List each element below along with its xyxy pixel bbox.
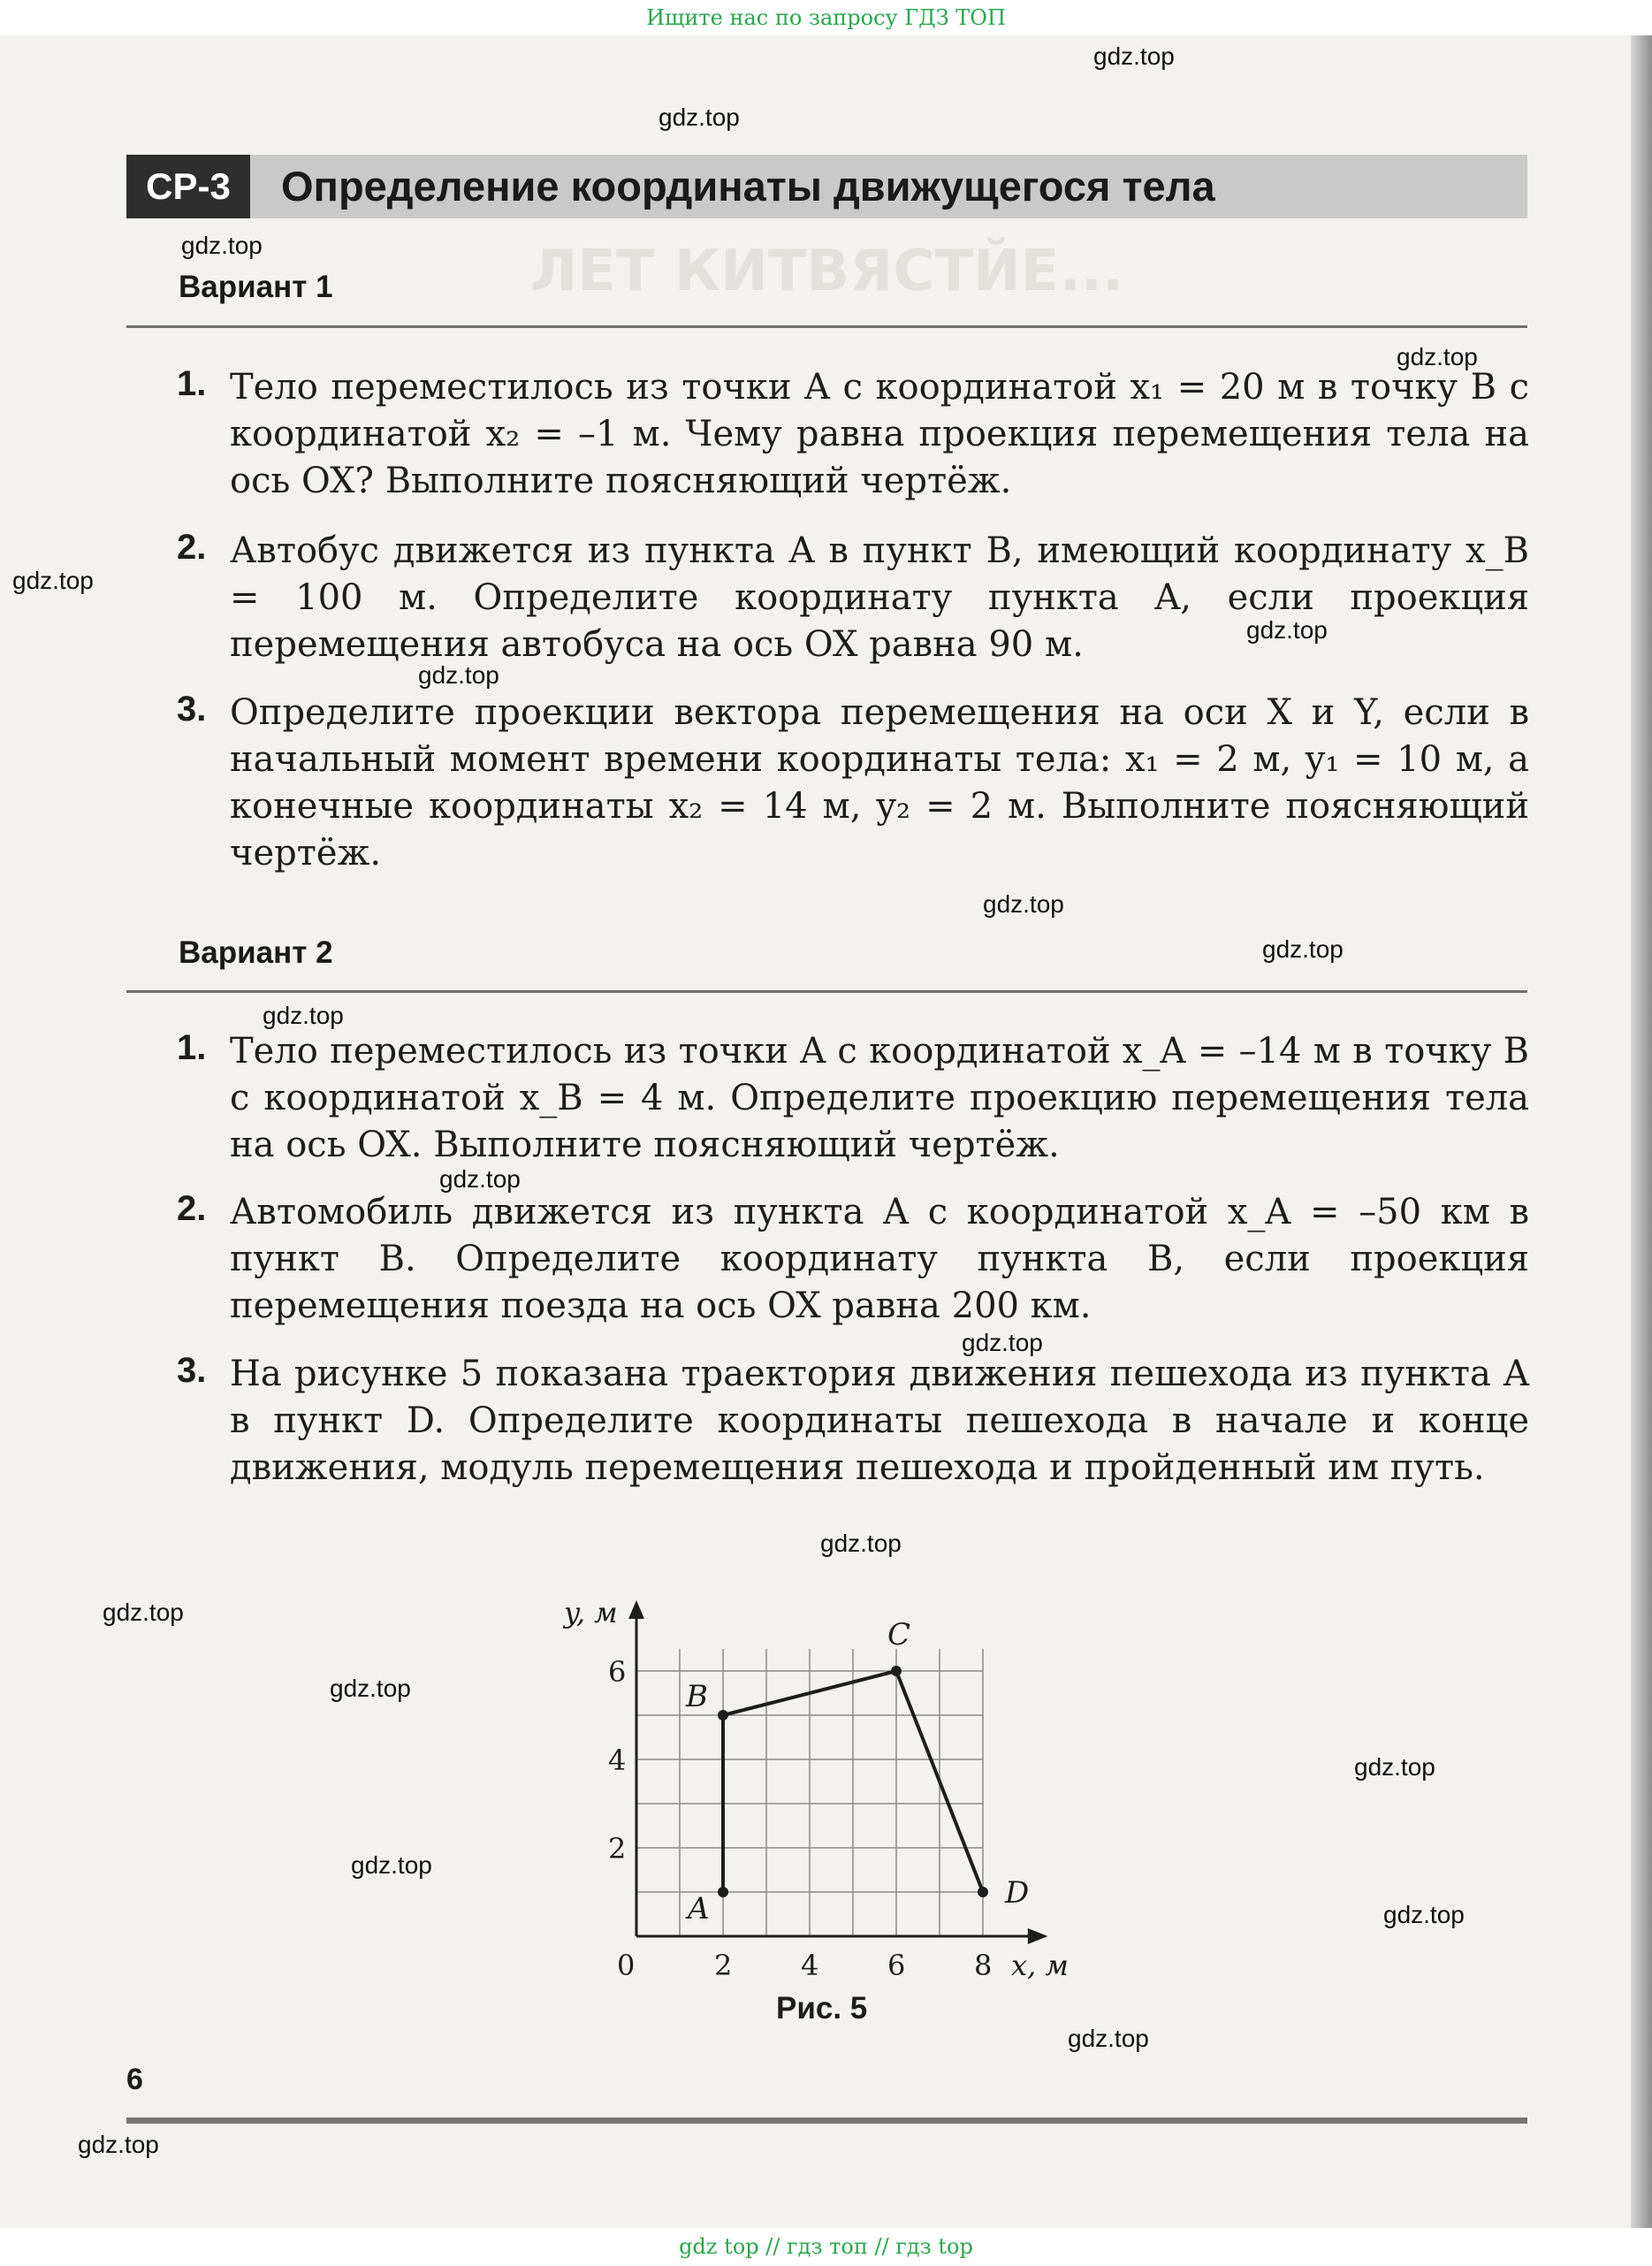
point-C — [891, 1666, 902, 1676]
watermark: gdz.top — [78, 2131, 159, 2158]
point-label-B: B — [686, 1679, 708, 1714]
variant2-title: Вариант 2 — [179, 935, 333, 970]
problem-text: Автомобиль движется из пункта A с координатой x_A = –50 км в пункт B. Определите координату пункта B, если проекция перемещения поезда на ось OX равна 200 км. — [230, 1192, 1529, 1326]
watermark: gdz.top — [1383, 1901, 1465, 1928]
problem-text: Автобус движется из пункта A в пункт B, имеющий координату x_B = 100 м. Определите координату пункта A, если проекция перемещения автобуса на ось OX равна 90 м. — [230, 530, 1529, 665]
x-axis-arrow — [1028, 1928, 1048, 1944]
v2-problem-3 — [177, 1351, 1529, 1492]
watermark: gdz.top — [1354, 1753, 1435, 1781]
problem-text: Тело переместилось из точки A с координатой x_A = –14 м в точку B с координатой x_B = 4 м. Определите проекцию перемещения тела на ось OX. Выполните поясняющий чертёж. — [230, 1031, 1529, 1165]
watermark: gdz.top — [103, 1598, 184, 1626]
variant2-rule — [126, 990, 1527, 993]
point-D — [978, 1887, 988, 1897]
bottom-banner[interactable]: gdz top // гдз топ // гдз top — [0, 2228, 1652, 2266]
watermark: gdz.top — [659, 103, 740, 131]
watermark: gdz.top — [1093, 42, 1175, 70]
watermark: gdz.top — [351, 1851, 432, 1879]
variant1-rule — [126, 325, 1527, 328]
watermark: gdz.top — [263, 1002, 344, 1029]
watermark: gdz.top — [983, 890, 1064, 918]
problem-number: 1. — [177, 1028, 207, 1067]
problem-number: 3. — [177, 690, 207, 729]
point-label-A: A — [688, 1891, 710, 1926]
watermark: gdz.top — [1246, 616, 1328, 644]
top-banner[interactable]: Ищите нас по запросу ГДЗ ТОП — [0, 0, 1652, 35]
problem-text: На рисунке 5 показана траектория движения пешехода из пункта A в пункт D. Определите координаты пешехода в начале и конце движения, модуль перемещения пешехода и пройденный им путь. — [230, 1354, 1529, 1488]
watermark: gdz.top — [1068, 2025, 1149, 2052]
problem-number: 2. — [177, 1189, 207, 1228]
x-tick-label: 6 — [887, 1949, 906, 1982]
watermark: gdz.top — [962, 1329, 1043, 1356]
x-tick-label: 2 — [714, 1949, 733, 1982]
point-A — [718, 1887, 728, 1897]
point-B — [718, 1710, 728, 1720]
watermark: gdz.top — [439, 1165, 521, 1193]
bottom-rule — [126, 2117, 1527, 2124]
x-tick-label: 8 — [974, 1949, 993, 1982]
point-label-D: D — [1005, 1875, 1030, 1911]
y-axis-arrow — [628, 1600, 644, 1619]
x-tick-label: 4 — [801, 1949, 819, 1982]
bleed-through-text: ЛЕТ КИТВЯСТЙЕ... — [530, 239, 1124, 304]
problem-text: Тело переместилось из точки A с координатой x₁ = 20 м в точку B с координатой x₂ = –1 м. Чему равна проекция перемещения тела на ось OX? Выполните поясняющий чертёж. — [230, 367, 1529, 501]
variant1-title: Вариант 1 — [179, 270, 333, 304]
watermark: gdz.top — [181, 232, 263, 259]
watermark: gdz.top — [1262, 935, 1344, 963]
point-label-C: C — [887, 1617, 911, 1652]
section-title: Определение координаты движущегося тела — [281, 163, 1215, 210]
problem-number: 2. — [177, 528, 207, 567]
y-tick-label: 2 — [608, 1832, 627, 1865]
figure-5-chart — [548, 1583, 1114, 1989]
watermark: gdz.top — [418, 661, 499, 689]
v1-problem-3 — [177, 690, 1529, 877]
tick-labels — [608, 1655, 992, 1982]
x-axis-label: x, м — [1011, 1949, 1069, 1982]
v2-problem-2 — [177, 1189, 1529, 1330]
problem-number: 1. — [177, 364, 207, 403]
watermark: gdz.top — [1397, 343, 1478, 370]
watermark: gdz.top — [12, 567, 94, 594]
y-tick-label: 6 — [608, 1655, 627, 1689]
v1-problem-1 — [177, 364, 1529, 505]
section-code: СР-3 — [126, 155, 250, 218]
y-tick-label: 4 — [608, 1743, 627, 1777]
y-axis-label: y, м — [564, 1596, 618, 1629]
v2-problem-1 — [177, 1028, 1529, 1169]
section-header — [126, 155, 1527, 218]
watermark: gdz.top — [820, 1530, 902, 1557]
v1-problem-2 — [177, 528, 1529, 668]
page-number: 6 — [126, 2063, 143, 2096]
problem-text: Определите проекции вектора перемещения на оси X и Y, если в начальный момент времени координаты тела: x₁ = 2 м, y₁ = 10 м, а конечные координаты x₂ = 14 м, y₂ = 2 м. Выполните поясняющий чертёж. — [230, 692, 1529, 874]
watermark: gdz.top — [330, 1675, 411, 1702]
figure-caption: Рис. 5 — [776, 1991, 868, 2026]
page-edge — [1631, 35, 1652, 2228]
problem-number: 3. — [177, 1351, 207, 1390]
origin-label: 0 — [617, 1949, 636, 1982]
